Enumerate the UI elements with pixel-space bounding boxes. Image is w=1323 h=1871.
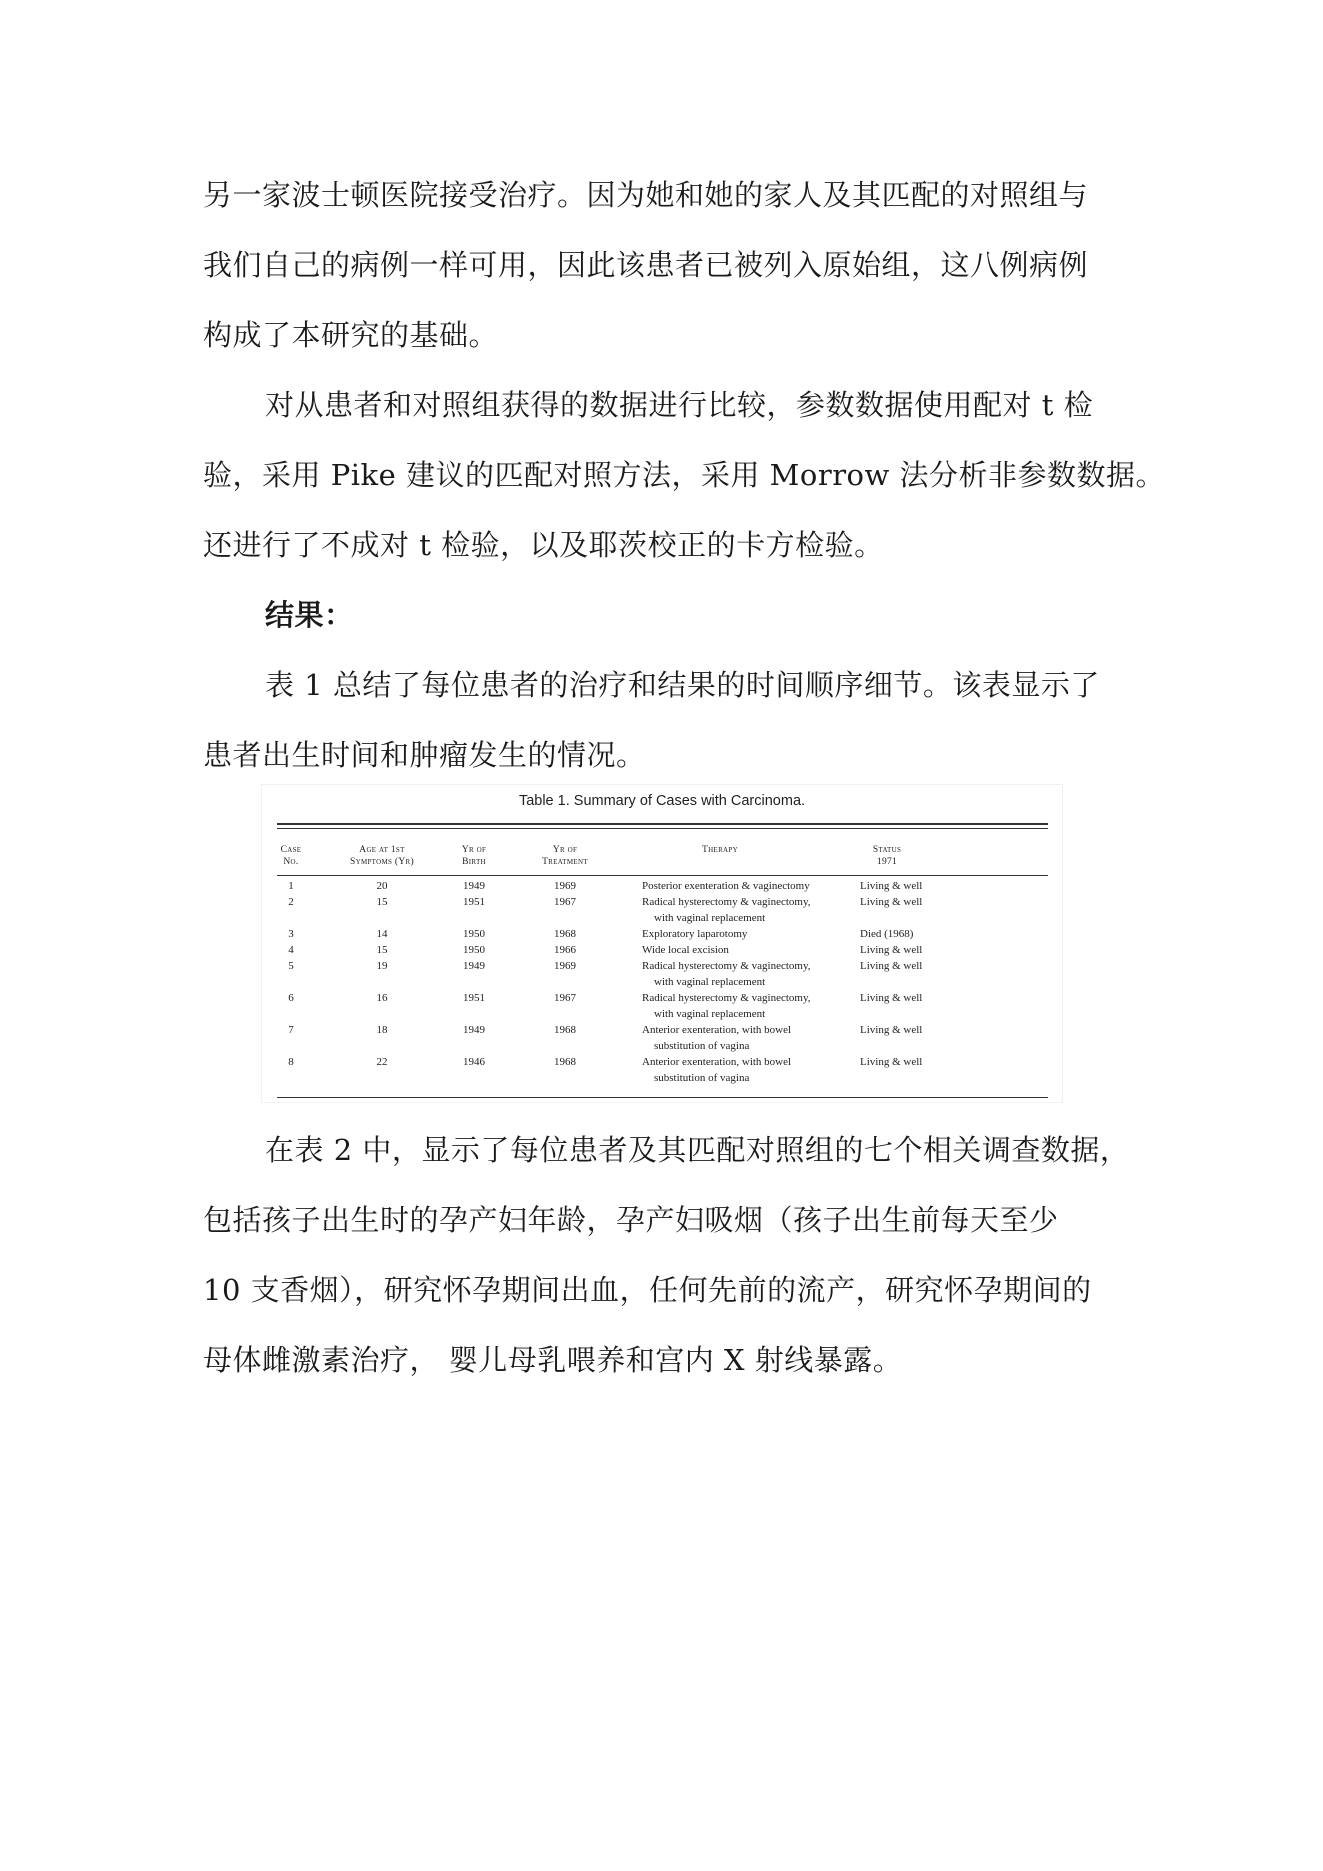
table-rule-bottom xyxy=(277,1097,1048,1098)
text-line: 我们自己的病例一样可用，因此该患者已被列入原始组，这八例病例 xyxy=(203,248,1089,282)
cell-therapy: Posterior exenteration & vaginectomy xyxy=(642,880,810,892)
table-rule-top xyxy=(277,823,1048,825)
cell-birth: 1949 xyxy=(463,1024,485,1036)
cell-treatment: 1968 xyxy=(554,928,576,940)
header-birth-line2: Birth xyxy=(462,857,486,867)
paragraph-1 xyxy=(203,160,1143,370)
results-heading xyxy=(203,580,1143,650)
table-rule-top-2 xyxy=(277,828,1048,829)
cell-therapy: substitution of vagina xyxy=(654,1072,750,1084)
table-rule-header xyxy=(277,875,1048,876)
text-line: 在表 2 中，显示了每位患者及其匹配对照组的七个相关调查数据， xyxy=(265,1133,1130,1167)
header-treatment-line1: Yr of xyxy=(552,845,578,855)
text-line: 包括孩子出生时的孕产妇年龄，孕产妇吸烟（孩子出生前每天至少 xyxy=(203,1203,1059,1237)
cell-therapy: Radical hysterectomy & vaginectomy, xyxy=(642,960,811,972)
cell-status: Living & well xyxy=(860,960,923,972)
cell-birth: 1950 xyxy=(463,944,485,956)
cell-treatment: 1967 xyxy=(554,896,576,908)
cell-therapy: with vaginal replacement xyxy=(654,1008,766,1020)
cell-case: 8 xyxy=(288,1056,294,1068)
cell-age: 22 xyxy=(376,1056,388,1068)
cell-age: 18 xyxy=(376,1024,388,1036)
text-line: 母体雌激素治疗， 婴儿母乳喂养和宫内 X 射线暴露。 xyxy=(203,1343,903,1377)
cell-treatment: 1967 xyxy=(554,992,576,1004)
text-line: 构成了本研究的基础。 xyxy=(203,318,499,352)
cell-status: Died (1968) xyxy=(860,928,914,940)
cell-therapy: Anterior exenteration, with bowel xyxy=(642,1056,792,1068)
cell-treatment: 1966 xyxy=(554,944,576,956)
cell-therapy: Radical hysterectomy & vaginectomy, xyxy=(642,896,811,908)
cell-therapy: Exploratory laparotomy xyxy=(642,928,748,940)
cell-treatment: 1969 xyxy=(554,960,576,972)
section-heading: 结果： xyxy=(265,598,354,632)
cell-case: 6 xyxy=(288,992,294,1004)
header-treatment-line2: Treatment xyxy=(542,857,588,867)
header-treatment xyxy=(530,844,600,868)
header-therapy-line1: Therapy xyxy=(702,845,738,855)
cell-case: 3 xyxy=(288,928,294,940)
cell-status: Living & well xyxy=(860,880,923,892)
cell-case: 7 xyxy=(288,1024,294,1036)
cell-therapy: with vaginal replacement xyxy=(654,976,766,988)
cell-status: Living & well xyxy=(860,1024,923,1036)
header-therapy xyxy=(660,844,780,856)
header-age-line2: Symptoms (Yr) xyxy=(350,857,414,867)
paragraph-2 xyxy=(203,370,1166,580)
cell-age: 15 xyxy=(376,896,388,908)
cell-birth: 1946 xyxy=(463,1056,485,1068)
cell-treatment: 1968 xyxy=(554,1056,576,1068)
header-case-line1: Case xyxy=(280,845,302,855)
paragraph-3 xyxy=(203,650,1143,790)
cell-case: 2 xyxy=(288,896,294,908)
table-1-image xyxy=(262,785,1062,1102)
cell-age: 15 xyxy=(376,944,388,956)
cell-therapy: with vaginal replacement xyxy=(654,912,766,924)
cell-therapy: Radical hysterectomy & vaginectomy, xyxy=(642,992,811,1004)
cell-therapy: Wide local excision xyxy=(642,944,729,956)
header-status xyxy=(842,844,932,868)
cell-birth: 1951 xyxy=(463,896,485,908)
header-case-line2: No. xyxy=(283,857,299,867)
cell-case: 4 xyxy=(288,944,294,956)
paragraph-4 xyxy=(203,1115,1143,1395)
header-age-line1: Age at 1st xyxy=(359,845,405,855)
header-birth-line1: Yr of xyxy=(461,845,487,855)
header-status-line1: Status xyxy=(872,845,902,855)
table-title: Table 1. Summary of Cases with Carcinoma. xyxy=(518,793,806,809)
text-line: 另一家波士顿医院接受治疗。因为她和她的家人及其匹配的对照组与 xyxy=(203,178,1089,212)
cell-therapy: substitution of vagina xyxy=(654,1040,750,1052)
cell-birth: 1949 xyxy=(463,880,485,892)
header-status-line2: 1971 xyxy=(876,857,898,867)
cell-case: 5 xyxy=(288,960,294,972)
cell-birth: 1949 xyxy=(463,960,485,972)
cell-therapy: Anterior exenteration, with bowel xyxy=(642,1024,792,1036)
header-age xyxy=(342,844,422,868)
cell-treatment: 1968 xyxy=(554,1024,576,1036)
cell-age: 20 xyxy=(376,880,388,892)
cell-age: 19 xyxy=(376,960,388,972)
cell-birth: 1950 xyxy=(463,928,485,940)
text-line: 对从患者和对照组获得的数据进行比较，参数数据使用配对 t 检 xyxy=(265,388,1094,422)
header-birth xyxy=(449,844,499,868)
cell-treatment: 1969 xyxy=(554,880,576,892)
text-line: 还进行了不成对 t 检验，以及耶茨校正的卡方检验。 xyxy=(203,528,884,562)
header-case xyxy=(276,844,306,868)
cell-status: Living & well xyxy=(860,1056,923,1068)
text-line: 患者出生时间和肿瘤发生的情况。 xyxy=(203,738,646,772)
cell-birth: 1951 xyxy=(463,992,485,1004)
cell-case: 1 xyxy=(288,880,294,892)
text-line: 表 1 总结了每位患者的治疗和结果的时间顺序细节。该表显示了 xyxy=(265,668,1100,702)
cell-status: Living & well xyxy=(860,992,923,1004)
cell-age: 16 xyxy=(376,992,388,1004)
cell-status: Living & well xyxy=(860,944,923,956)
text-line: 验，采用 Pike 建议的匹配对照方法，采用 Morrow 法分析非参数数据。 xyxy=(203,458,1166,492)
text-line: 10 支香烟），研究怀孕期间出血，任何先前的流产，研究怀孕期间的 xyxy=(203,1273,1092,1307)
cell-age: 14 xyxy=(376,928,388,940)
cell-status: Living & well xyxy=(860,896,923,908)
